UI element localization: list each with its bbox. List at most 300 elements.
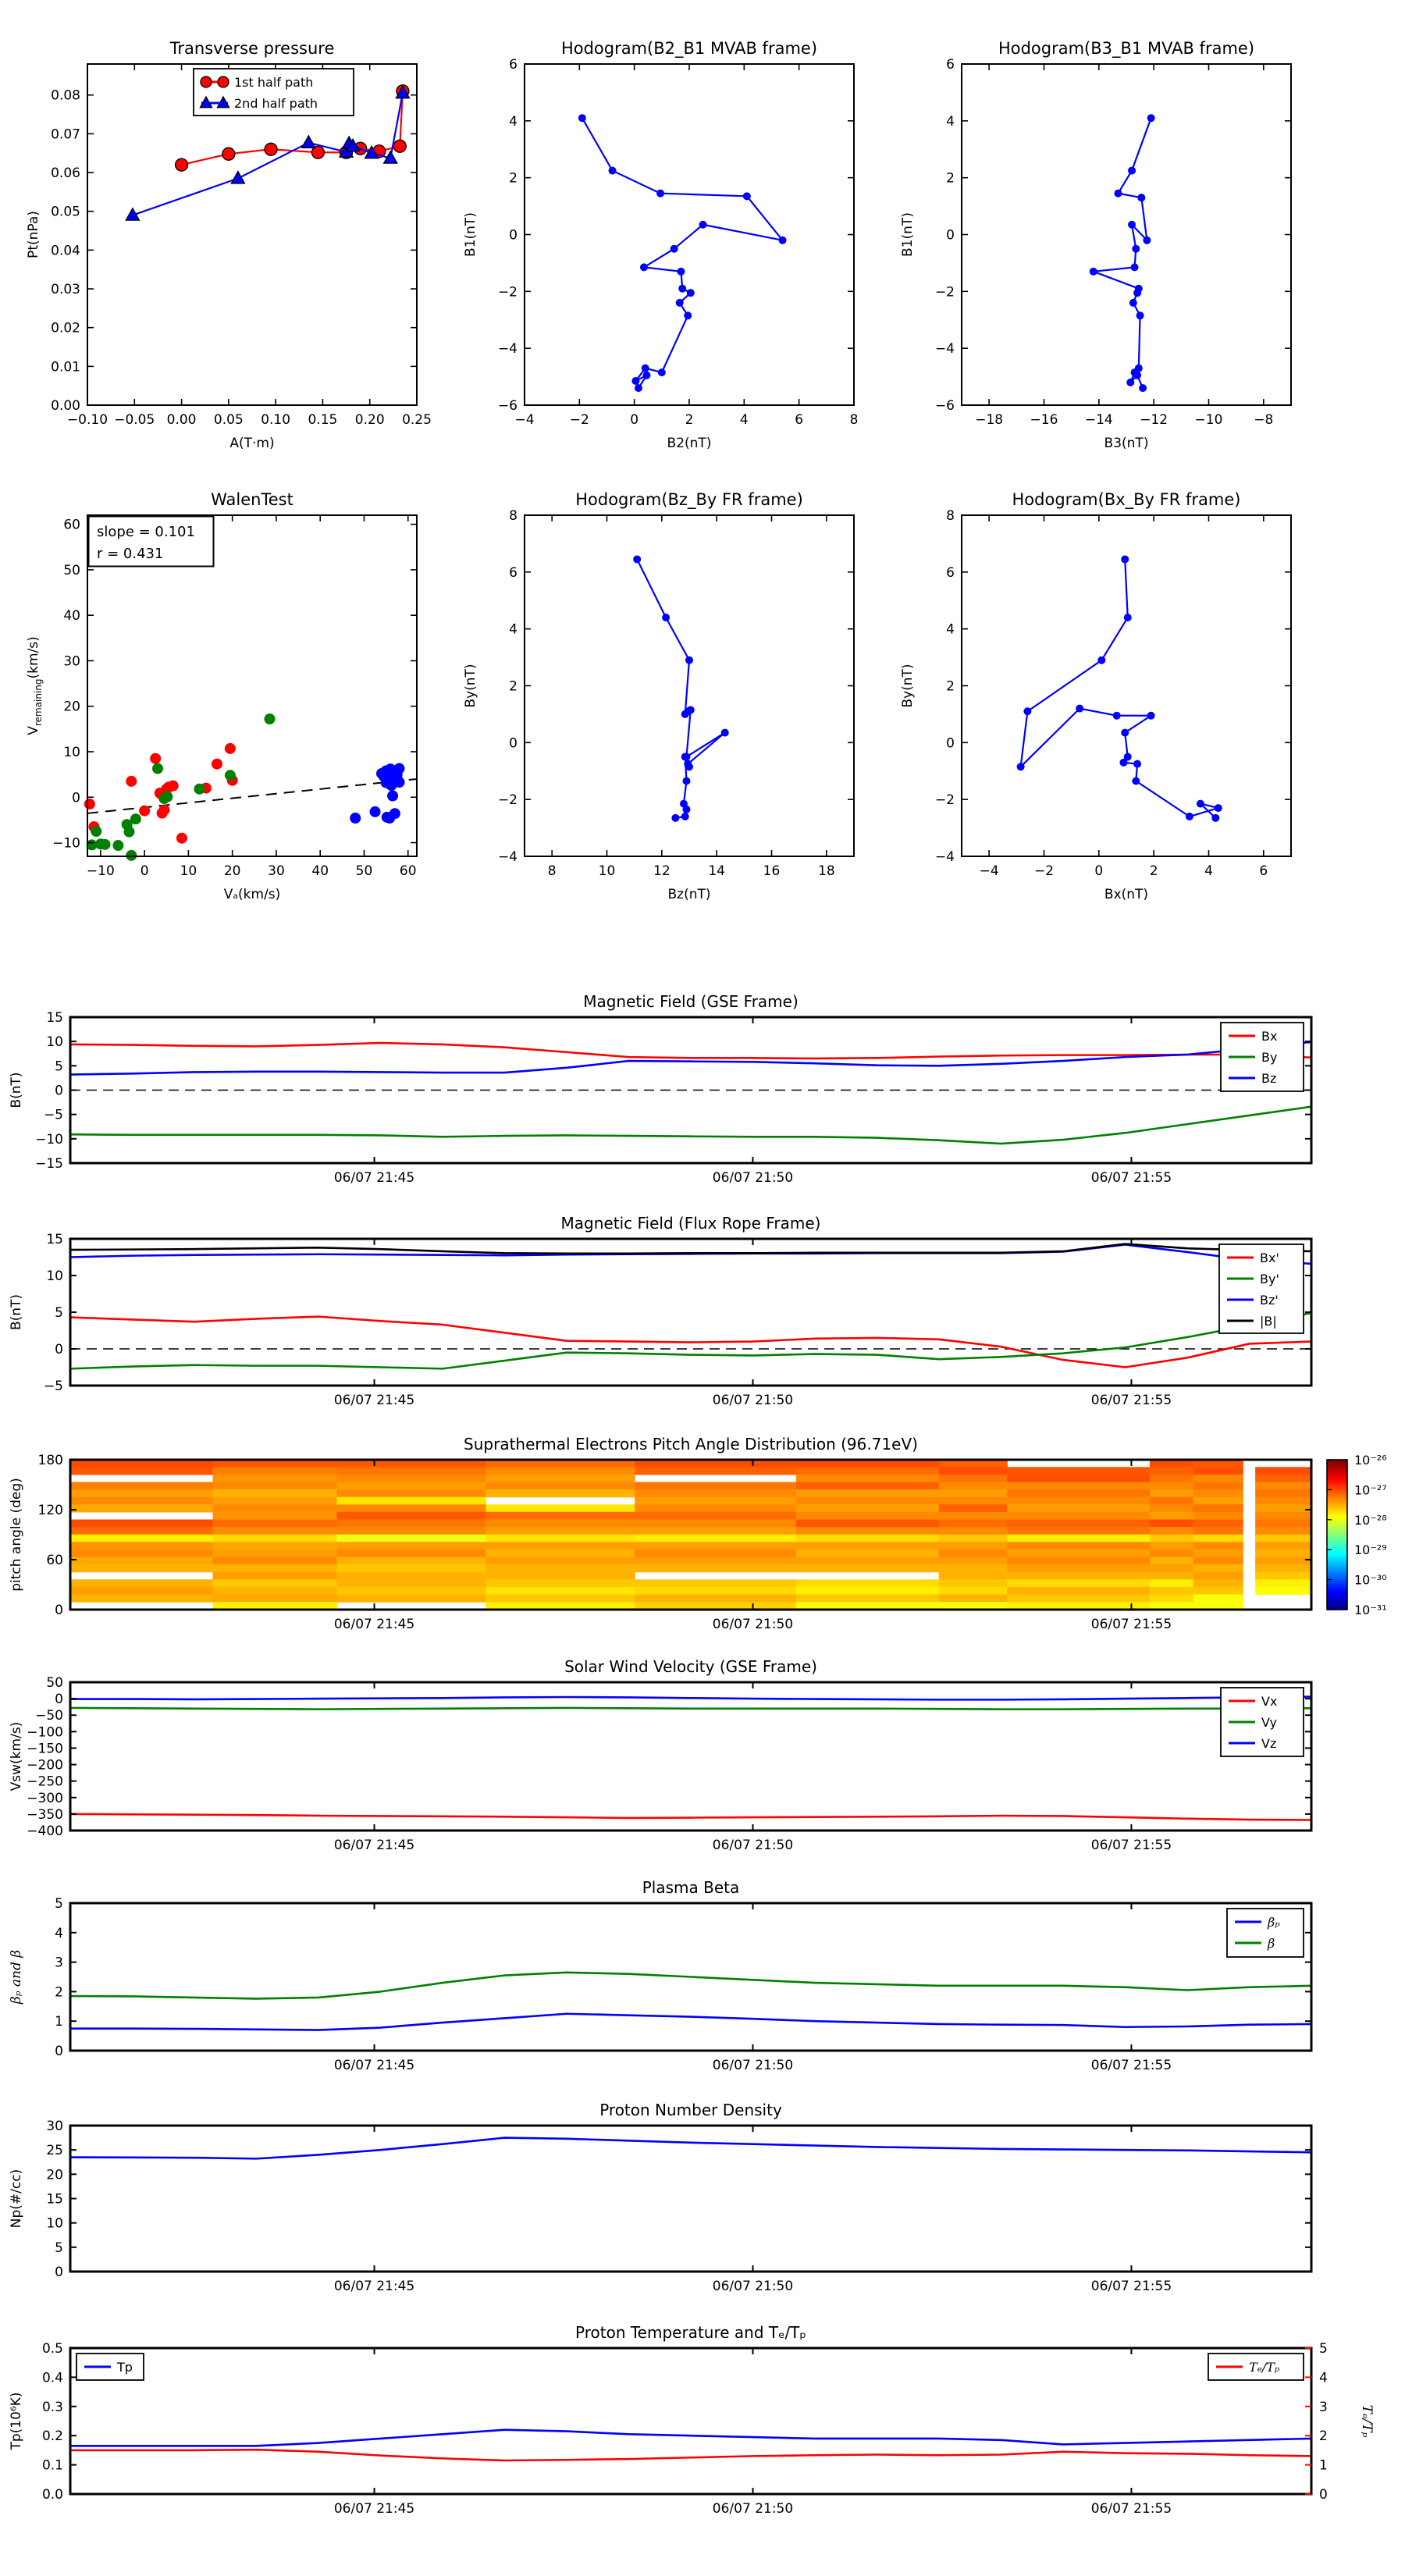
- y-axis-label: $V_{remaining}(km/s)$: [26, 636, 44, 735]
- point-marker: [678, 285, 686, 293]
- y-tick-label: 4: [946, 113, 955, 130]
- legend-label: Vz: [1261, 1736, 1277, 1751]
- series-line-Bz-By path: [637, 559, 725, 817]
- point-marker: [642, 365, 649, 372]
- series-line-β: [70, 1973, 1311, 1999]
- y-tick-label: 0.4: [41, 2370, 63, 2386]
- y-tick-label: −6: [497, 398, 518, 414]
- title-mag_fr: Magnetic Field (Flux Rope Frame): [560, 1214, 821, 1233]
- x-axis-label: B3(nT): [1104, 436, 1149, 449]
- x-tick-label: 0: [630, 412, 639, 428]
- panel-pad: [2, 1432, 1405, 1653]
- point-marker: [578, 114, 586, 122]
- title-transverse_pressure: Transverse pressure: [169, 39, 335, 58]
- y-tick-label: −6: [934, 398, 955, 414]
- colorbar-tick-label: 10⁻²⁹: [1354, 1542, 1387, 1558]
- x-tick-label: 6: [1259, 863, 1268, 879]
- y-tick-label: −4: [497, 341, 518, 358]
- x-tick-label: 0.10: [261, 412, 291, 428]
- x-tick-label: −0.10: [66, 412, 108, 428]
- y-tick-label: −15: [35, 1156, 63, 1172]
- point-marker: [721, 729, 729, 737]
- y-tick-label: 50: [63, 562, 80, 578]
- y-tick-label: 1: [55, 2014, 63, 2030]
- point-marker: [684, 311, 692, 319]
- y-tick-label: −4: [934, 341, 955, 358]
- legend-label: 2nd half path: [234, 96, 318, 111]
- y-tick-label: −400: [27, 1823, 63, 1839]
- y-axis-label: By(nT): [900, 664, 916, 708]
- y-tick-label: −100: [27, 1724, 63, 1741]
- point-marker: [662, 614, 670, 621]
- x-tick-label: −2: [569, 412, 589, 428]
- point-marker: [658, 368, 666, 376]
- y-tick-label: −10: [35, 1131, 63, 1147]
- y-tick-label: −350: [27, 1806, 63, 1823]
- legend-label: By': [1260, 1272, 1279, 1286]
- title-hodogram_bxby: Hodogram(Bx_By FR frame): [1012, 490, 1241, 509]
- y-tick-label: 60: [46, 1553, 63, 1568]
- x-tick-label: −4: [979, 863, 999, 879]
- x-tick-label: 06/07 21:55: [1090, 1838, 1172, 1853]
- panel-transverse_pressure: [19, 36, 518, 449]
- x-tick-label: 06/07 21:50: [712, 1617, 794, 1632]
- y-tick-label: 6: [946, 564, 955, 581]
- legend-label: |B|: [1260, 1314, 1277, 1329]
- x-tick-label: 06/07 21:50: [712, 2058, 794, 2073]
- panel-vsw: [2, 1654, 1405, 1874]
- point-marker: [631, 377, 639, 385]
- y-tick-label: 0.2: [41, 2428, 63, 2445]
- x-tick-label: −0.05: [114, 412, 155, 428]
- point-marker: [681, 753, 689, 761]
- x-tick-label: 10: [180, 863, 197, 879]
- y-tick-label: −4: [497, 849, 518, 865]
- y-tick-label: 0: [946, 227, 955, 244]
- y-axis-label: B1(nT): [900, 212, 916, 257]
- right-y-tick-label: 0: [1319, 2487, 1328, 2503]
- x-tick-label: 2: [1149, 863, 1158, 879]
- y-tick-label: −4: [934, 849, 955, 865]
- point-marker: [1121, 555, 1129, 563]
- point-marker: [1133, 760, 1141, 768]
- y-tick-label: 0: [55, 1083, 63, 1099]
- y-tick-label: 0.08: [51, 87, 80, 104]
- x-tick-label: 06/07 21:55: [1090, 1170, 1172, 1186]
- y-tick-label: 10: [46, 1268, 63, 1284]
- x-tick-label: 06/07 21:50: [712, 2501, 794, 2517]
- y-tick-label: 5: [55, 2240, 63, 2256]
- x-tick-label: 06/07 21:50: [712, 1838, 794, 1853]
- fit-line: [87, 779, 417, 813]
- point-marker: [1131, 263, 1139, 271]
- x-tick-label: 10: [598, 863, 616, 879]
- x-tick-label: 06/07 21:45: [333, 2279, 415, 2294]
- point-marker: [265, 143, 277, 155]
- y-tick-label: −2: [934, 284, 955, 301]
- point-marker: [1128, 221, 1136, 229]
- point-marker: [671, 814, 679, 822]
- y-tick-label: 0: [55, 1603, 63, 1618]
- legend-label: Bx: [1261, 1029, 1278, 1044]
- point-marker: [176, 158, 188, 171]
- point-marker: [685, 656, 693, 664]
- point-marker: [1136, 311, 1144, 319]
- point-marker: [642, 372, 650, 379]
- x-tick-label: 16: [763, 863, 781, 879]
- point-marker: [677, 268, 685, 276]
- x-tick-label: 06/07 21:50: [712, 1170, 794, 1186]
- y-tick-label: 4: [509, 621, 518, 638]
- point-marker: [633, 555, 641, 563]
- y-tick-label: −2: [497, 792, 518, 809]
- colorbar-tick-label: 10⁻³¹: [1354, 1603, 1387, 1617]
- y-tick-label: 0: [509, 735, 518, 752]
- axes-frame: [70, 1239, 1311, 1386]
- point-marker: [1211, 814, 1219, 822]
- legend-label: βₚ: [1268, 1915, 1280, 1930]
- y-tick-label: 2: [946, 170, 955, 187]
- y-tick-label: 0.05: [51, 204, 80, 220]
- y-tick-label: 0.04: [51, 243, 80, 259]
- right-y-tick-label: 1: [1319, 2457, 1328, 2474]
- title-hodogram_b3b1: Hodogram(B3_B1 MVAB frame): [998, 39, 1255, 58]
- x-tick-label: 06/07 21:55: [1090, 1617, 1172, 1632]
- series-line-B3-B1 path: [1094, 118, 1151, 388]
- point-marker: [687, 289, 695, 297]
- title-vsw: Solar Wind Velocity (GSE Frame): [564, 1657, 817, 1676]
- panel-hodogram_b2b1: [456, 36, 955, 449]
- y-tick-label: 6: [509, 564, 518, 581]
- y-tick-label: 15: [46, 1010, 63, 1026]
- x-tick-label: 30: [268, 863, 285, 879]
- x-tick-label: 50: [355, 863, 373, 879]
- legend-label: Tp: [117, 2360, 133, 2375]
- right-y-axis-label: Tₑ/Tₚ: [1359, 2404, 1375, 2438]
- series-line-Vy: [70, 1708, 1311, 1710]
- point-marker: [656, 190, 664, 197]
- y-tick-label: 50: [46, 1675, 63, 1691]
- x-axis-label: Bz(nT): [667, 887, 711, 900]
- y-tick-label: 0.07: [51, 126, 80, 143]
- series-line-βₚ: [70, 2014, 1311, 2030]
- x-tick-label: −16: [1030, 412, 1058, 428]
- point-marker: [1137, 194, 1145, 201]
- x-tick-label: 60: [399, 863, 417, 879]
- point-marker: [1126, 379, 1134, 386]
- y-tick-label: 30: [63, 653, 80, 670]
- point-marker: [1128, 167, 1136, 175]
- y-axis-label: By(nT): [463, 664, 478, 708]
- point-marker: [1017, 763, 1025, 770]
- point-marker: [1215, 804, 1222, 812]
- x-tick-label: 20: [223, 863, 241, 879]
- y-tick-label: −2: [497, 284, 518, 301]
- point-marker: [743, 192, 751, 200]
- y-tick-label: 8: [509, 508, 518, 524]
- point-marker: [1114, 190, 1122, 197]
- point-marker: [685, 763, 693, 770]
- y-tick-label: 0: [509, 227, 518, 244]
- point-marker: [1090, 268, 1097, 276]
- point-marker: [1121, 729, 1129, 737]
- panel-mag_fr: [2, 1211, 1405, 1429]
- point-marker: [1147, 114, 1155, 122]
- right-y-tick-label: 4: [1319, 2370, 1328, 2386]
- x-axis-label: B2(nT): [667, 436, 712, 449]
- x-tick-label: 06/07 21:45: [333, 1617, 415, 1632]
- point-marker: [609, 167, 617, 175]
- title-temp: Proton Temperature and Tₑ/Tₚ: [575, 2323, 806, 2342]
- right-y-tick-label: 5: [1319, 2341, 1328, 2357]
- legend-label: By: [1261, 1050, 1278, 1065]
- first-half-points: [84, 743, 238, 844]
- y-tick-label: 30: [46, 2119, 63, 2134]
- y-tick-label: 0: [946, 735, 955, 752]
- x-tick-label: 0.15: [308, 412, 338, 428]
- y-tick-label: 3: [55, 1955, 63, 1971]
- colorbar-tick-label: 10⁻³⁰: [1354, 1572, 1387, 1588]
- point-marker: [699, 221, 707, 229]
- point-marker: [681, 813, 689, 820]
- y-tick-label: 120: [37, 1503, 63, 1518]
- y-tick-label: 5: [55, 1305, 63, 1321]
- point-marker: [1119, 759, 1127, 767]
- x-tick-label: −10: [86, 863, 115, 879]
- y-tick-label: 0.01: [51, 359, 80, 375]
- y-tick-label: 180: [37, 1453, 63, 1468]
- point-marker: [1147, 712, 1155, 720]
- point-marker: [222, 148, 235, 160]
- x-tick-label: 06/07 21:45: [333, 1170, 415, 1186]
- axes-frame: [525, 515, 854, 856]
- y-tick-label: 0.3: [41, 2399, 63, 2415]
- y-tick-label: 2: [946, 678, 955, 695]
- y-tick-label: 2: [509, 678, 518, 695]
- legend-label: 1st half path: [234, 75, 314, 90]
- point-marker: [635, 384, 642, 392]
- x-tick-label: −4: [514, 412, 535, 428]
- axes-frame: [525, 64, 854, 405]
- x-tick-label: −12: [1140, 412, 1168, 428]
- legend-label: β: [1268, 1936, 1275, 1951]
- y-tick-label: 0.06: [51, 165, 80, 182]
- y-tick-label: 0: [55, 1342, 63, 1357]
- x-tick-label: 8: [547, 863, 557, 879]
- point-marker: [1133, 372, 1141, 379]
- x-tick-label: 4: [739, 412, 749, 428]
- point-marker: [1076, 705, 1083, 713]
- x-tick-label: −10: [1194, 412, 1223, 428]
- heatmap-cells: [70, 1460, 1312, 1610]
- y-tick-label: 20: [46, 2167, 63, 2183]
- panel-mag_gse: [2, 989, 1405, 1207]
- title-pad: Suprathermal Electrons Pitch Angle Distribution (96.71eV): [464, 1435, 918, 1453]
- x-tick-label: 0.25: [402, 412, 432, 428]
- x-tick-label: 12: [653, 863, 670, 879]
- y-tick-label: 5: [55, 1896, 63, 1912]
- point-marker: [640, 263, 648, 271]
- point-marker: [1124, 614, 1132, 621]
- series-line-Bx': [70, 1317, 1311, 1368]
- y-tick-label: −2: [934, 792, 955, 809]
- legend-label: Tₑ/Tₚ: [1249, 2360, 1280, 2375]
- x-tick-label: −8: [1254, 412, 1274, 428]
- triangle-marker: [302, 136, 315, 148]
- panel-hodogram_bzby: [456, 487, 955, 900]
- y-tick-label: 15: [46, 1232, 63, 1247]
- y-tick-label: 8: [946, 508, 955, 524]
- y-axis-label: Pt(nPa): [26, 211, 41, 258]
- y-tick-label: 0.00: [51, 398, 80, 414]
- y-tick-label: 20: [63, 699, 80, 715]
- y-tick-label: 10: [63, 744, 80, 760]
- y-tick-label: 4: [55, 1925, 63, 1941]
- x-tick-label: 06/07 21:55: [1090, 1393, 1172, 1408]
- y-tick-label: 15: [46, 2191, 63, 2208]
- point-marker: [1133, 289, 1141, 297]
- cluster-points: [350, 763, 404, 824]
- legend-label: Bx': [1260, 1251, 1279, 1265]
- colorbar-tick-label: 10⁻²⁸: [1354, 1512, 1387, 1528]
- y-tick-label: −5: [43, 1379, 63, 1394]
- title-mag_gse: Magnetic Field (GSE Frame): [583, 992, 799, 1011]
- y-tick-label: 0.02: [51, 320, 80, 336]
- point-marker: [201, 76, 212, 87]
- triangle-marker: [231, 171, 244, 183]
- y-axis-label: B(nT): [9, 1072, 24, 1108]
- axes-frame: [70, 2348, 1311, 2494]
- title-np: Proton Number Density: [599, 2101, 782, 2119]
- y-tick-label: −10: [52, 835, 80, 852]
- legend-label: Bz: [1261, 1071, 1277, 1086]
- series-line-Vx: [70, 1814, 1311, 1820]
- title-hodogram_b2b1: Hodogram(B2_B1 MVAB frame): [560, 39, 818, 58]
- y-tick-label: 40: [63, 608, 80, 624]
- y-tick-label: 5: [55, 1059, 63, 1075]
- x-tick-label: −14: [1084, 412, 1113, 428]
- point-marker: [1197, 800, 1204, 808]
- axes-frame: [962, 515, 1291, 856]
- y-tick-label: 25: [46, 2143, 63, 2159]
- legend-box: [1227, 1909, 1304, 1957]
- x-tick-label: 4: [1204, 863, 1213, 879]
- x-tick-label: 0.20: [354, 412, 385, 428]
- right-y-tick-label: 2: [1319, 2428, 1328, 2445]
- y-tick-label: −150: [27, 1741, 63, 1757]
- x-tick-label: 2: [685, 412, 694, 428]
- x-tick-label: 06/07 21:45: [333, 1393, 415, 1408]
- y-tick-label: −200: [27, 1757, 63, 1774]
- y-axis-label: B1(nT): [463, 212, 478, 257]
- x-tick-label: 40: [311, 863, 329, 879]
- title-walen_test: WalenTest: [211, 490, 293, 509]
- panel-beta: [2, 1875, 1405, 2094]
- series-line-Tp: [70, 2430, 1311, 2446]
- y-tick-label: 0.03: [51, 282, 80, 298]
- y-axis-label: pitch angle (deg): [9, 1478, 24, 1592]
- y-tick-label: 2: [55, 1984, 63, 2001]
- y-tick-label: 4: [509, 113, 518, 130]
- colorbar-tick-label: 10⁻²⁷: [1354, 1482, 1387, 1498]
- legend-label: Vx: [1261, 1694, 1278, 1709]
- point-marker: [779, 237, 787, 244]
- y-tick-label: 6: [946, 57, 955, 73]
- y-tick-label: −5: [43, 1107, 63, 1123]
- x-tick-label: 06/07 21:55: [1090, 2501, 1172, 2517]
- point-marker: [393, 140, 406, 152]
- y-tick-label: 0.1: [41, 2457, 63, 2474]
- y-tick-label: 0.5: [41, 2341, 63, 2357]
- point-marker: [676, 299, 684, 307]
- y-tick-label: 4: [946, 621, 955, 638]
- y-tick-label: 0: [72, 790, 80, 806]
- panel-temp: [2, 2320, 1405, 2538]
- colorbar-tick-label: 10⁻²⁶: [1354, 1453, 1387, 1468]
- x-tick-label: 0.05: [213, 412, 244, 428]
- x-tick-label: 06/07 21:55: [1090, 2058, 1172, 2073]
- y-axis-label: Tp(10⁶K): [9, 2392, 24, 2450]
- y-axis-label: Np(#/cc): [9, 2169, 24, 2229]
- x-tick-label: −2: [1033, 863, 1055, 879]
- x-tick-label: 8: [849, 412, 859, 428]
- panel-hodogram_b3b1: [893, 36, 1393, 449]
- series-line-Bx-By path: [1021, 559, 1218, 817]
- title-hodogram_bzby: Hodogram(Bz_By FR frame): [575, 490, 803, 509]
- y-tick-label: −300: [27, 1790, 63, 1806]
- series-line-By': [70, 1313, 1311, 1368]
- title-beta: Plasma Beta: [642, 1878, 740, 1897]
- panel-np: [2, 2097, 1405, 2315]
- x-tick-label: 14: [708, 863, 725, 879]
- x-tick-label: −18: [975, 412, 1004, 428]
- x-axis-label: Vₐ(km/s): [223, 887, 281, 900]
- series-line-Vz: [70, 1697, 1311, 1700]
- point-marker: [682, 777, 690, 785]
- point-marker: [682, 806, 690, 813]
- point-marker: [670, 245, 678, 253]
- x-axis-label: A(T·m): [229, 436, 275, 449]
- x-tick-label: 06/07 21:45: [333, 1838, 415, 1853]
- point-marker: [1132, 777, 1140, 785]
- right-y-tick-label: 3: [1319, 2399, 1328, 2415]
- legend-label: Bz': [1260, 1293, 1279, 1308]
- x-tick-label: 06/07 21:50: [712, 2279, 794, 2294]
- x-tick-label: 06/07 21:50: [712, 1393, 794, 1408]
- point-marker: [218, 76, 229, 87]
- x-tick-label: 0: [140, 863, 149, 879]
- panel-walen_test: [19, 487, 518, 900]
- x-tick-label: 18: [818, 863, 835, 879]
- point-marker: [1097, 656, 1105, 664]
- y-tick-label: 10: [46, 2215, 63, 2232]
- x-tick-label: 06/07 21:55: [1090, 2279, 1172, 2294]
- x-tick-label: 0: [1094, 863, 1104, 879]
- y-tick-label: 0.0: [41, 2487, 63, 2503]
- x-tick-label: 6: [795, 412, 804, 428]
- series-line-Np: [70, 2138, 1311, 2159]
- point-marker: [1132, 245, 1140, 253]
- y-tick-label: 0: [55, 2265, 63, 2280]
- axes-frame: [962, 64, 1291, 405]
- panel-hodogram_bxby: [893, 487, 1393, 900]
- y-axis-label: Vsw(km/s): [9, 1721, 24, 1791]
- y-axis-label: βₚ and β: [9, 1949, 24, 2005]
- point-marker: [687, 706, 695, 713]
- point-marker: [1143, 237, 1151, 244]
- y-tick-label: 60: [63, 517, 80, 533]
- point-marker: [1129, 299, 1137, 307]
